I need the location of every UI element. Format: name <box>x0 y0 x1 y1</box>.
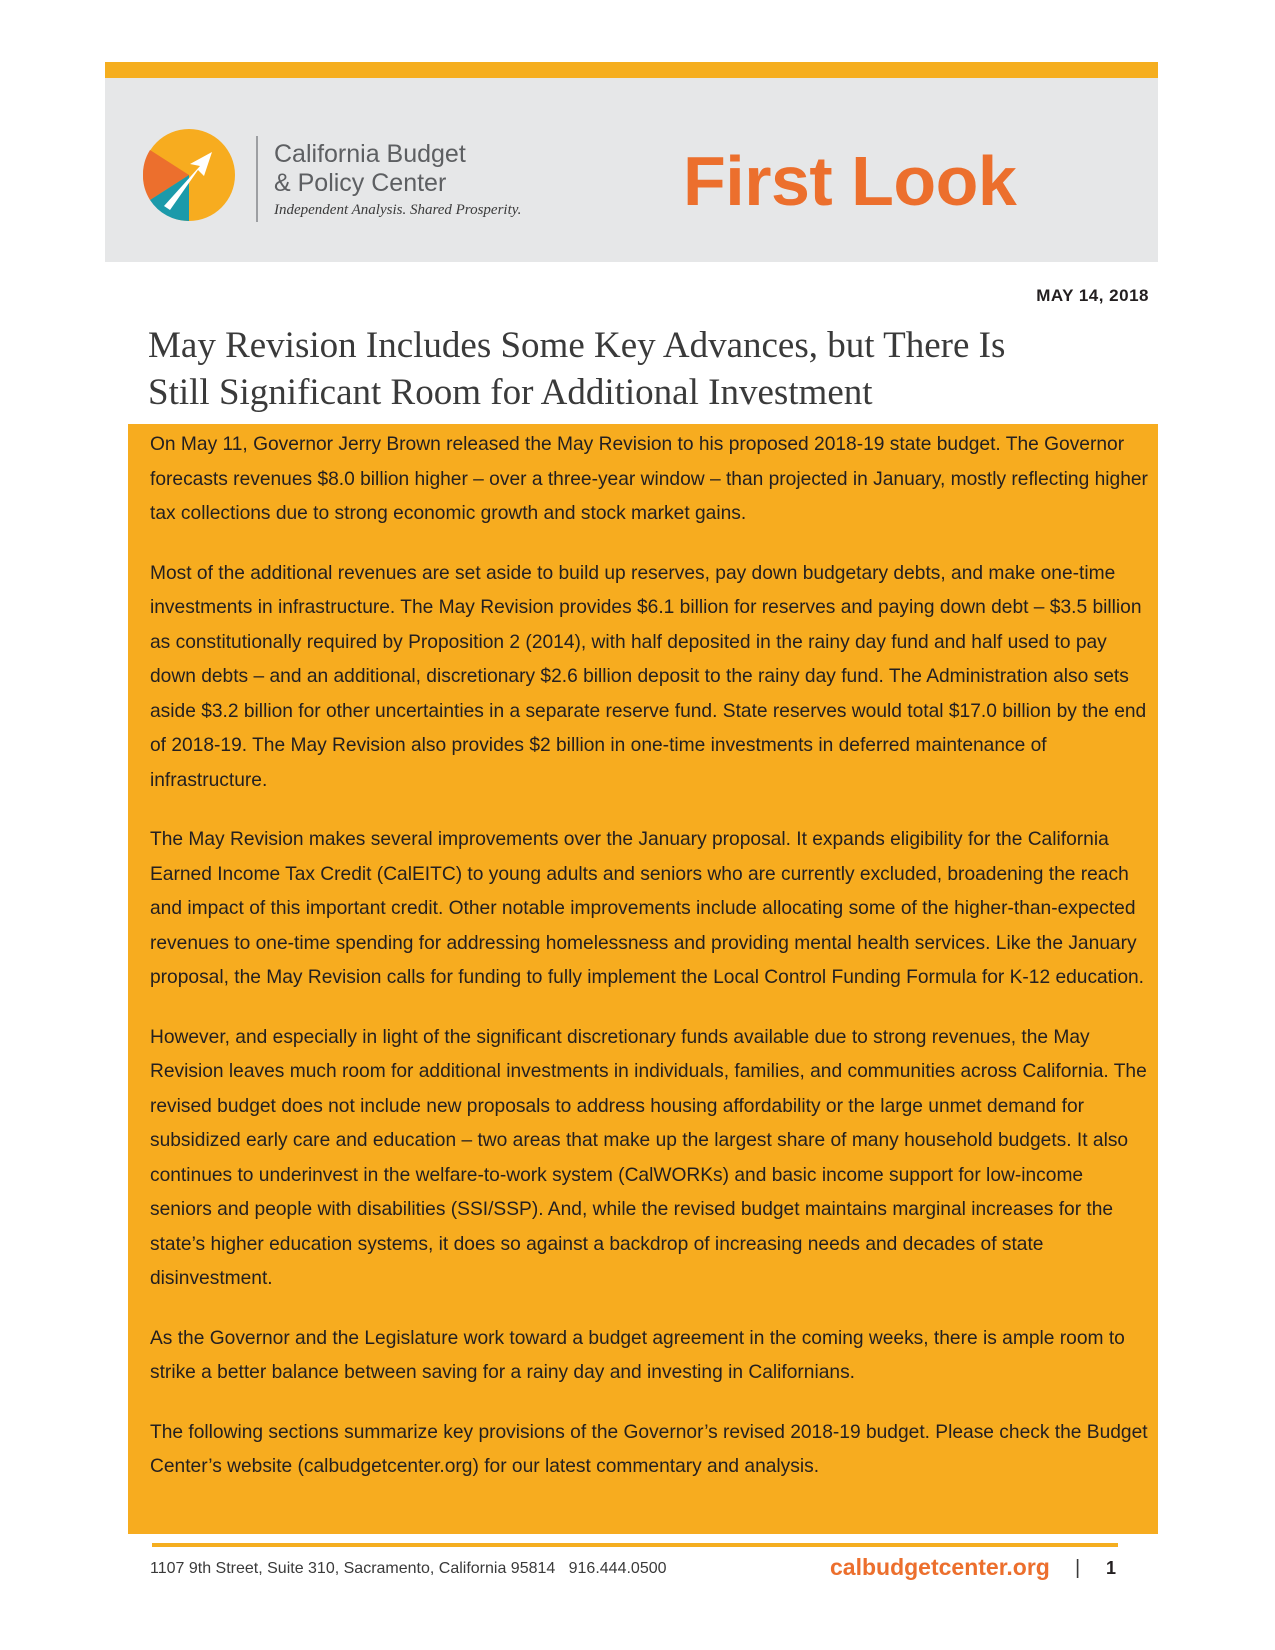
logo-divider <box>256 136 258 222</box>
title-line1: May Revision Includes Some Key Advances, but There Is <box>148 325 1006 366</box>
paragraph: However, and especially in light of the significant discretionary funds available due to strong revenues, the May Revision leaves much room for additional investments in individuals, families, and communities across California. The revised budget does not include new proposals to address housing affordability or the large unmet demand for subsidized early care and education – two areas that make up the largest share of many household budgets. It also continues to underinvest in the welfare-to-work system (CalWORKs) and basic income support for low-income seniors and people with disabilities (SSI/SSP). And, while the revised budget maintains marginal increases for the state’s higher education systems, it does so against a backdrop of increasing needs and decades of state disinvestment. <box>150 1026 1147 1289</box>
paragraph: The following sections summarize key provisions of the Governor’s revised 2018-19 budget. Please check the Budget Center’s website (calbudgetcenter.org) for our latest commentary and analysis. <box>150 1421 1148 1477</box>
title-line2: Still Significant Room for Additional Investment <box>148 372 873 413</box>
org-name-line1: California Budget <box>274 140 466 168</box>
header-accent-stripe <box>105 62 1158 78</box>
paragraph: On May 11, Governor Jerry Brown released the May Revision to his proposed 2018-19 state budget. The Governor forecasts revenues $8.0 billion higher – over a three-year window – than projected in January, mostly reflecting higher tax collections due to strong economic growth and stock market gains. <box>150 434 1148 524</box>
footer-address: 1107 9th Street, Suite 310, Sacramento, California 95814 916.444.0500 <box>150 1560 667 1577</box>
paragraph: The May Revision makes several improvements over the January proposal. It expands eligibility for the California Earned Income Tax Credit (CalEITC) to young adults and seniors who are currently excluded, broadening the reach and impact of this important credit. Other notable improvements include allocating some of the higher-than-expected revenues to one-time spending for addressing homelessness and providing mental health services. Like the January proposal, the May Revision calls for funding to fully implement the Local Control Funding Formula for K-12 education. <box>150 829 1144 988</box>
footer-rule <box>152 1543 1118 1547</box>
publication-title: First Look <box>683 142 1017 220</box>
paragraph: As the Governor and the Legislature work toward a budget agreement in the coming weeks, there is ample room to strike a better balance between saving for a rainy day and investing in Californians. <box>150 1327 1125 1383</box>
document-title <box>148 322 1158 416</box>
org-logo <box>142 128 236 222</box>
org-name <box>274 140 466 198</box>
paragraph: Most of the additional revenues are set aside to build up reserves, pay down budgetary debts, and make one-time investments in infrastructure. The May Revision provides $6.1 billion for reserves and paying down debt – $3.5 billion as constitutionally required by Proposition 2 (2014), with half deposited in the rainy day fund and half used to pay down debts – and an additional, discretionary $2.6 billion deposit to the rainy day fund. The Administration also sets aside $3.2 billion for other uncertainties in a separate reserve fund. State reserves would total $17.0 billion by the end of 2018-19. The May Revision also provides $2 billion in one-time investments in deferred maintenance of infrastructure. <box>150 562 1147 791</box>
org-tagline: Independent Analysis. Shared Prosperity. <box>274 202 522 218</box>
footer-website-link[interactable]: calbudgetcenter.org <box>830 1554 1050 1580</box>
footer-separator: | <box>1075 1557 1081 1579</box>
org-name-line2: & Policy Center <box>274 169 447 197</box>
summary-text <box>150 428 1150 1510</box>
page-number: 1 <box>1106 1558 1117 1578</box>
publication-date: MAY 14, 2018 <box>1036 286 1149 305</box>
